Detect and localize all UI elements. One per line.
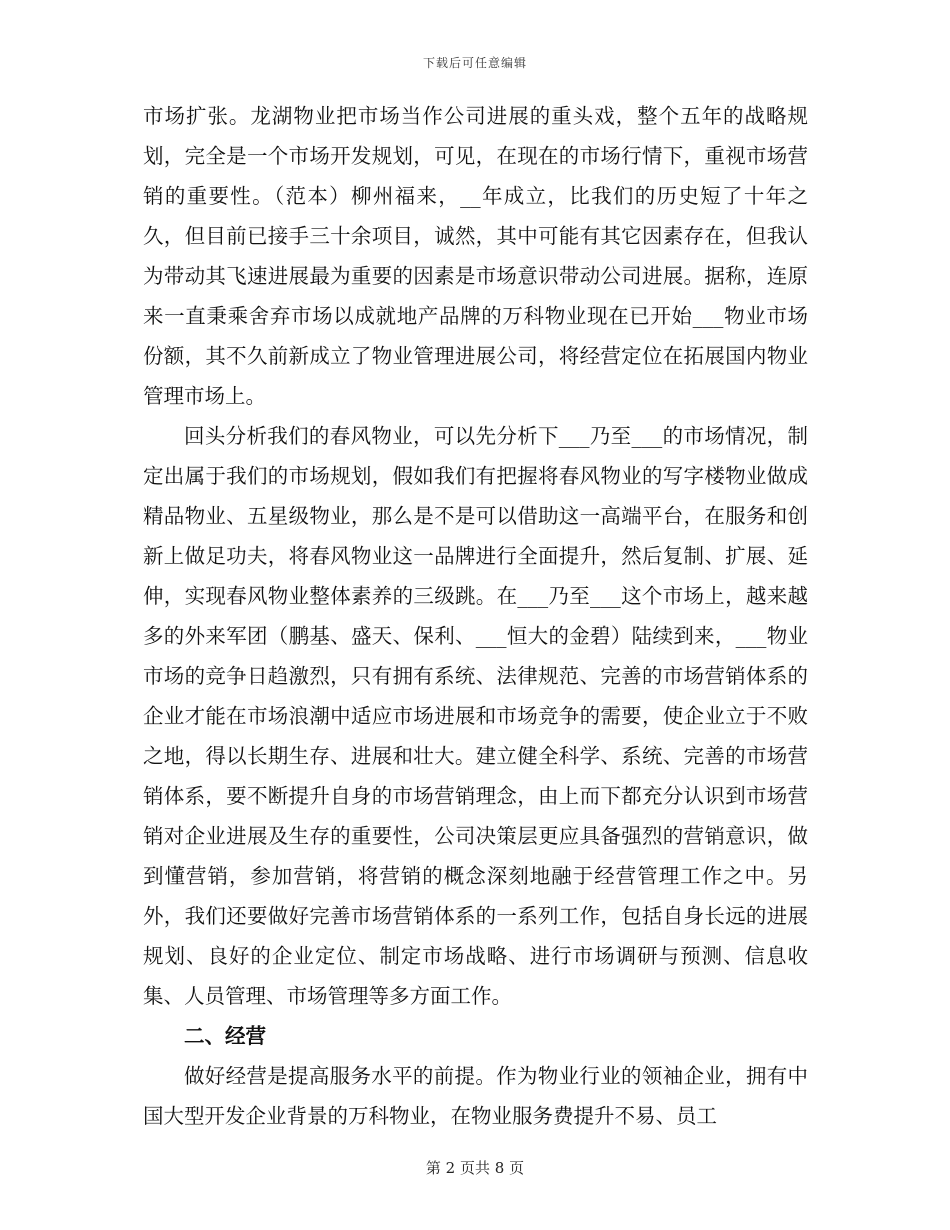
paragraph-chunfeng-analysis: 回头分析我们的春风物业，可以先分析下___乃至___的市场情况，制定出属于我们的市场规划，假如我们有把握将春风物业的写字楼物业做成精品物业、五星级物业，那么是不是可以借助这一高端平台，在服务和创新上做足功夫，将春风物业这一品牌进行全面提升，然后复制、扩展、延伸，实现春风物业整体素养的三级跳。在___乃至___这个市场上，越来越多的外来军团（鹏基、盛天、保利、___恒大的金碧）陆续到来，___物业市场的竞争日趋激烈，只有拥有系统、法律规范、完善的市场营销体系的企业才能在市场浪潮中适应市场进展和市场竞争的需要，使企业立于不败之地，得以长期生存、进展和壮大。建立健全科学、系统、完善的市场营销体系，要不断提升自身的市场营销理念，由上而下都充分认识到市场营销对企业进展及生存的重要性，公司决策层更应具备强烈的营销意识，做到懂营销，参加营销，将营销的概念深刻地融于经营管理工作之中。另外，我们还要做好完善市场营销体系的一系列工作，包括自身长远的进展规划、良好的企业定位、制定市场战略、进行市场调研与预测、信息收集、人员管理、市场管理等多方面工作。 bbox=[143, 424, 808, 1008]
page-number: 第 2 页共 8 页 bbox=[425, 1159, 525, 1177]
paragraph-market-expansion: 市场扩张。龙湖物业把市场当作公司进展的重头戏，整个五年的战略规划，完全是一个市场开发规划，可见，在现在的市场行情下，重视市场营销的重要性。（范本）柳州福来，__年成立，比我们的历史短了十年之久，但目前已接手三十余项目，诚然，其中可能有其它因素存在，但我认为带动其飞速进展最为重要的因素是市场意识带动公司进展。据称，连原来一直秉乘舍弃市场以成就地产品牌的万科物业现在已开始___物业市场份额，其不久前新成立了物业管理进展公司，将经营定位在拓展国内物业管理市场上。 bbox=[143, 104, 808, 408]
document-body bbox=[143, 96, 808, 1136]
section-heading-operation: 二、经营 bbox=[184, 1024, 266, 1048]
page-header-note: 下载后可任意编辑 bbox=[422, 56, 527, 70]
paragraph-operation: 做好经营是提高服务水平的前提。作为物业行业的领袖企业，拥有中国大型开发企业背景的万科物业，在物业服务费提升不易、员工 bbox=[143, 1064, 808, 1128]
